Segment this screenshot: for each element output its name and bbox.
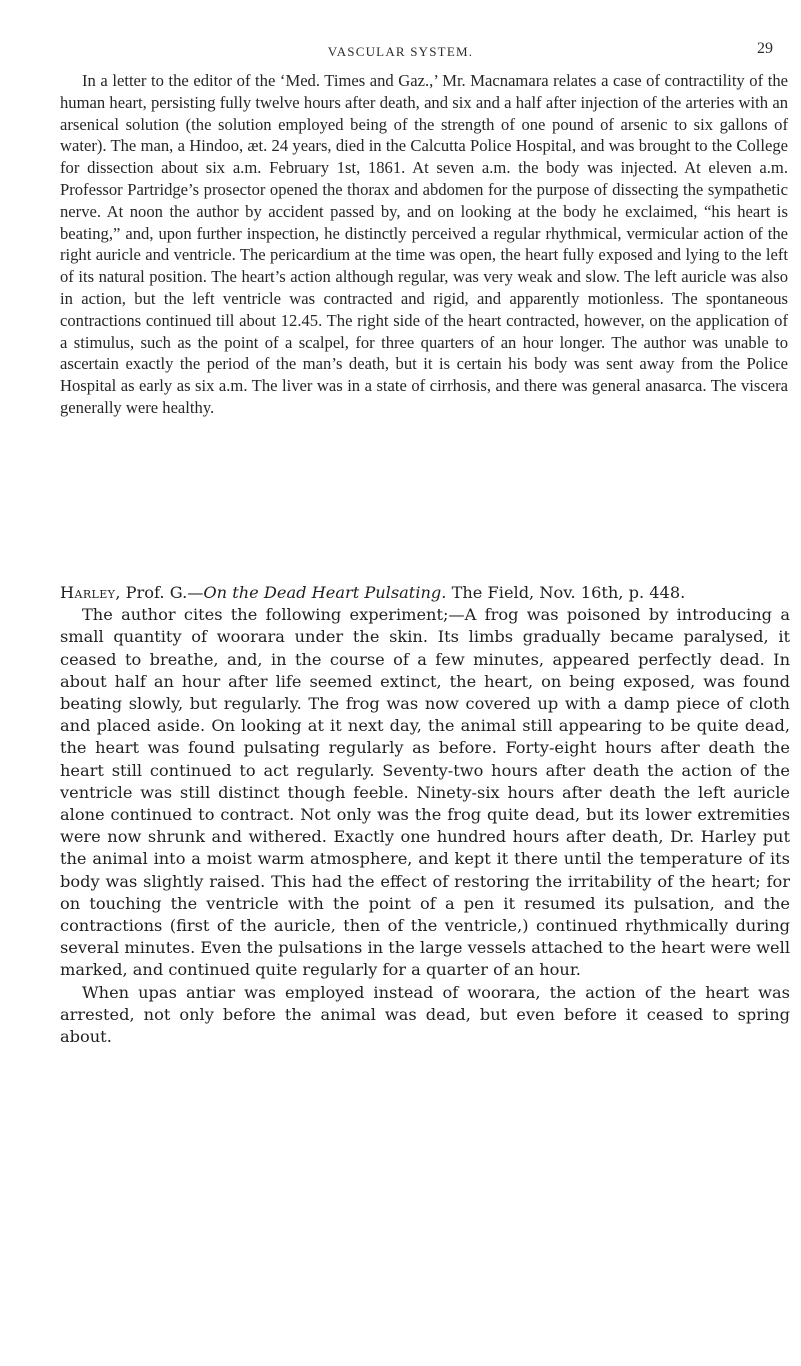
reference-source: The Field, Nov. 16th, p. 448.	[446, 583, 686, 602]
letter-paragraph: In a letter to the editor of the ‘Med. Times and Gaz.,’ Mr. Macnamara relates a case of contractility of the human heart, persisting fully twelve hours after death, and six and a half after injection of the arteries with an arsenical solution (the solution employed being of the strength of one pound of arsenic to six gallons of water). The man, a Hindoo, æt. 24 years, died in the Calcutta Police Hospital, and was brought to the College for dissection about six a.m. February 1st, 1861. At seven a.m. the body was injected. At eleven a.m. Professor Partridge’s prosector opened the thorax and abdomen for the purpose of dissecting the sympathetic nerve. At noon the author by accident passed by, and on looking at the body he exclaimed, “his heart is beating,” and, upon further inspection, he distinctly perceived a regular rhythmical, vermicular action of the right auricle and ventricle. The pericardium at the time was open, the heart fully exposed and lying to the left of its natural position. The heart’s action although regular, was very weak and slow. The left auricle was also in action, but the left ventricle was contracted and rigid, and apparently motionless. The spontaneous contractions continued till about 12.45. The right side of the heart contracted, however, on the application of a stimulus, such as the point of a scalpel, for three quarters of an hour longer. The author was unable to ascertain exactly the period of the man’s death, but it is certain his body was sent away from the Police Hospital as early as six a.m. The liver was in a state of cirrhosis, and there was general anasarca. The viscera generally were healthy.	[60, 71, 788, 417]
reference-author: Harley	[60, 583, 116, 602]
running-head: VASCULAR SYSTEM.	[327, 44, 474, 59]
experiment-paragraph: The author cites the following experiment;—A frog was poisoned by introducing a small quantity of woorara under the skin. Its limbs gradually became paralysed, it ceased to breathe, and, in the course of a few minutes, appeared perfectly dead. In about half an hour after life seemed extinct, the heart, on being exposed, was found beating slowly, but regularly. The frog was now covered up with a damp piece of cloth and placed aside. On looking at it next day, the animal still appearing to be quite dead, the heart was found pulsating regularly as before. Forty-eight hours after death the heart still continued to act regularly. Seventy-two hours after death the action of the ventricle was still distinct though feeble. Ninety-six hours after death the left auricle alone continued to contract. Not only was the frog quite dead, but its lower extremities were now shrunk and withered. Exactly one hundred hours after death, Dr. Harley put the animal into a moist warm atmosphere, and kept it there until the temperature of its body was slightly raised. This had the effect of restoring the irritability of the heart; for on touching the ventricle with the point of a pen it resumed its pulsation, and the contractions (first of the auricle, then of the ventricle,) continued rhythmically during several minutes. Even the pulsations in the large vessels attached to the heart were well marked, and continued quite regularly for a quarter of an hour.	[60, 605, 790, 980]
page-number: 29	[757, 40, 773, 57]
harley-section	[60, 582, 790, 1048]
upas-antiar-paragraph: When upas antiar was employed instead of woorara, the action of the heart was arrested, not only before the animal was dead, but even before it ceased to spring about.	[60, 982, 790, 1047]
reference-author-suffix: , Prof. G.—	[115, 583, 204, 602]
reference-title: On the Dead Heart Pulsating.	[203, 583, 447, 602]
bibliographic-reference	[60, 582, 790, 604]
letter-paragraph-block	[60, 70, 788, 419]
